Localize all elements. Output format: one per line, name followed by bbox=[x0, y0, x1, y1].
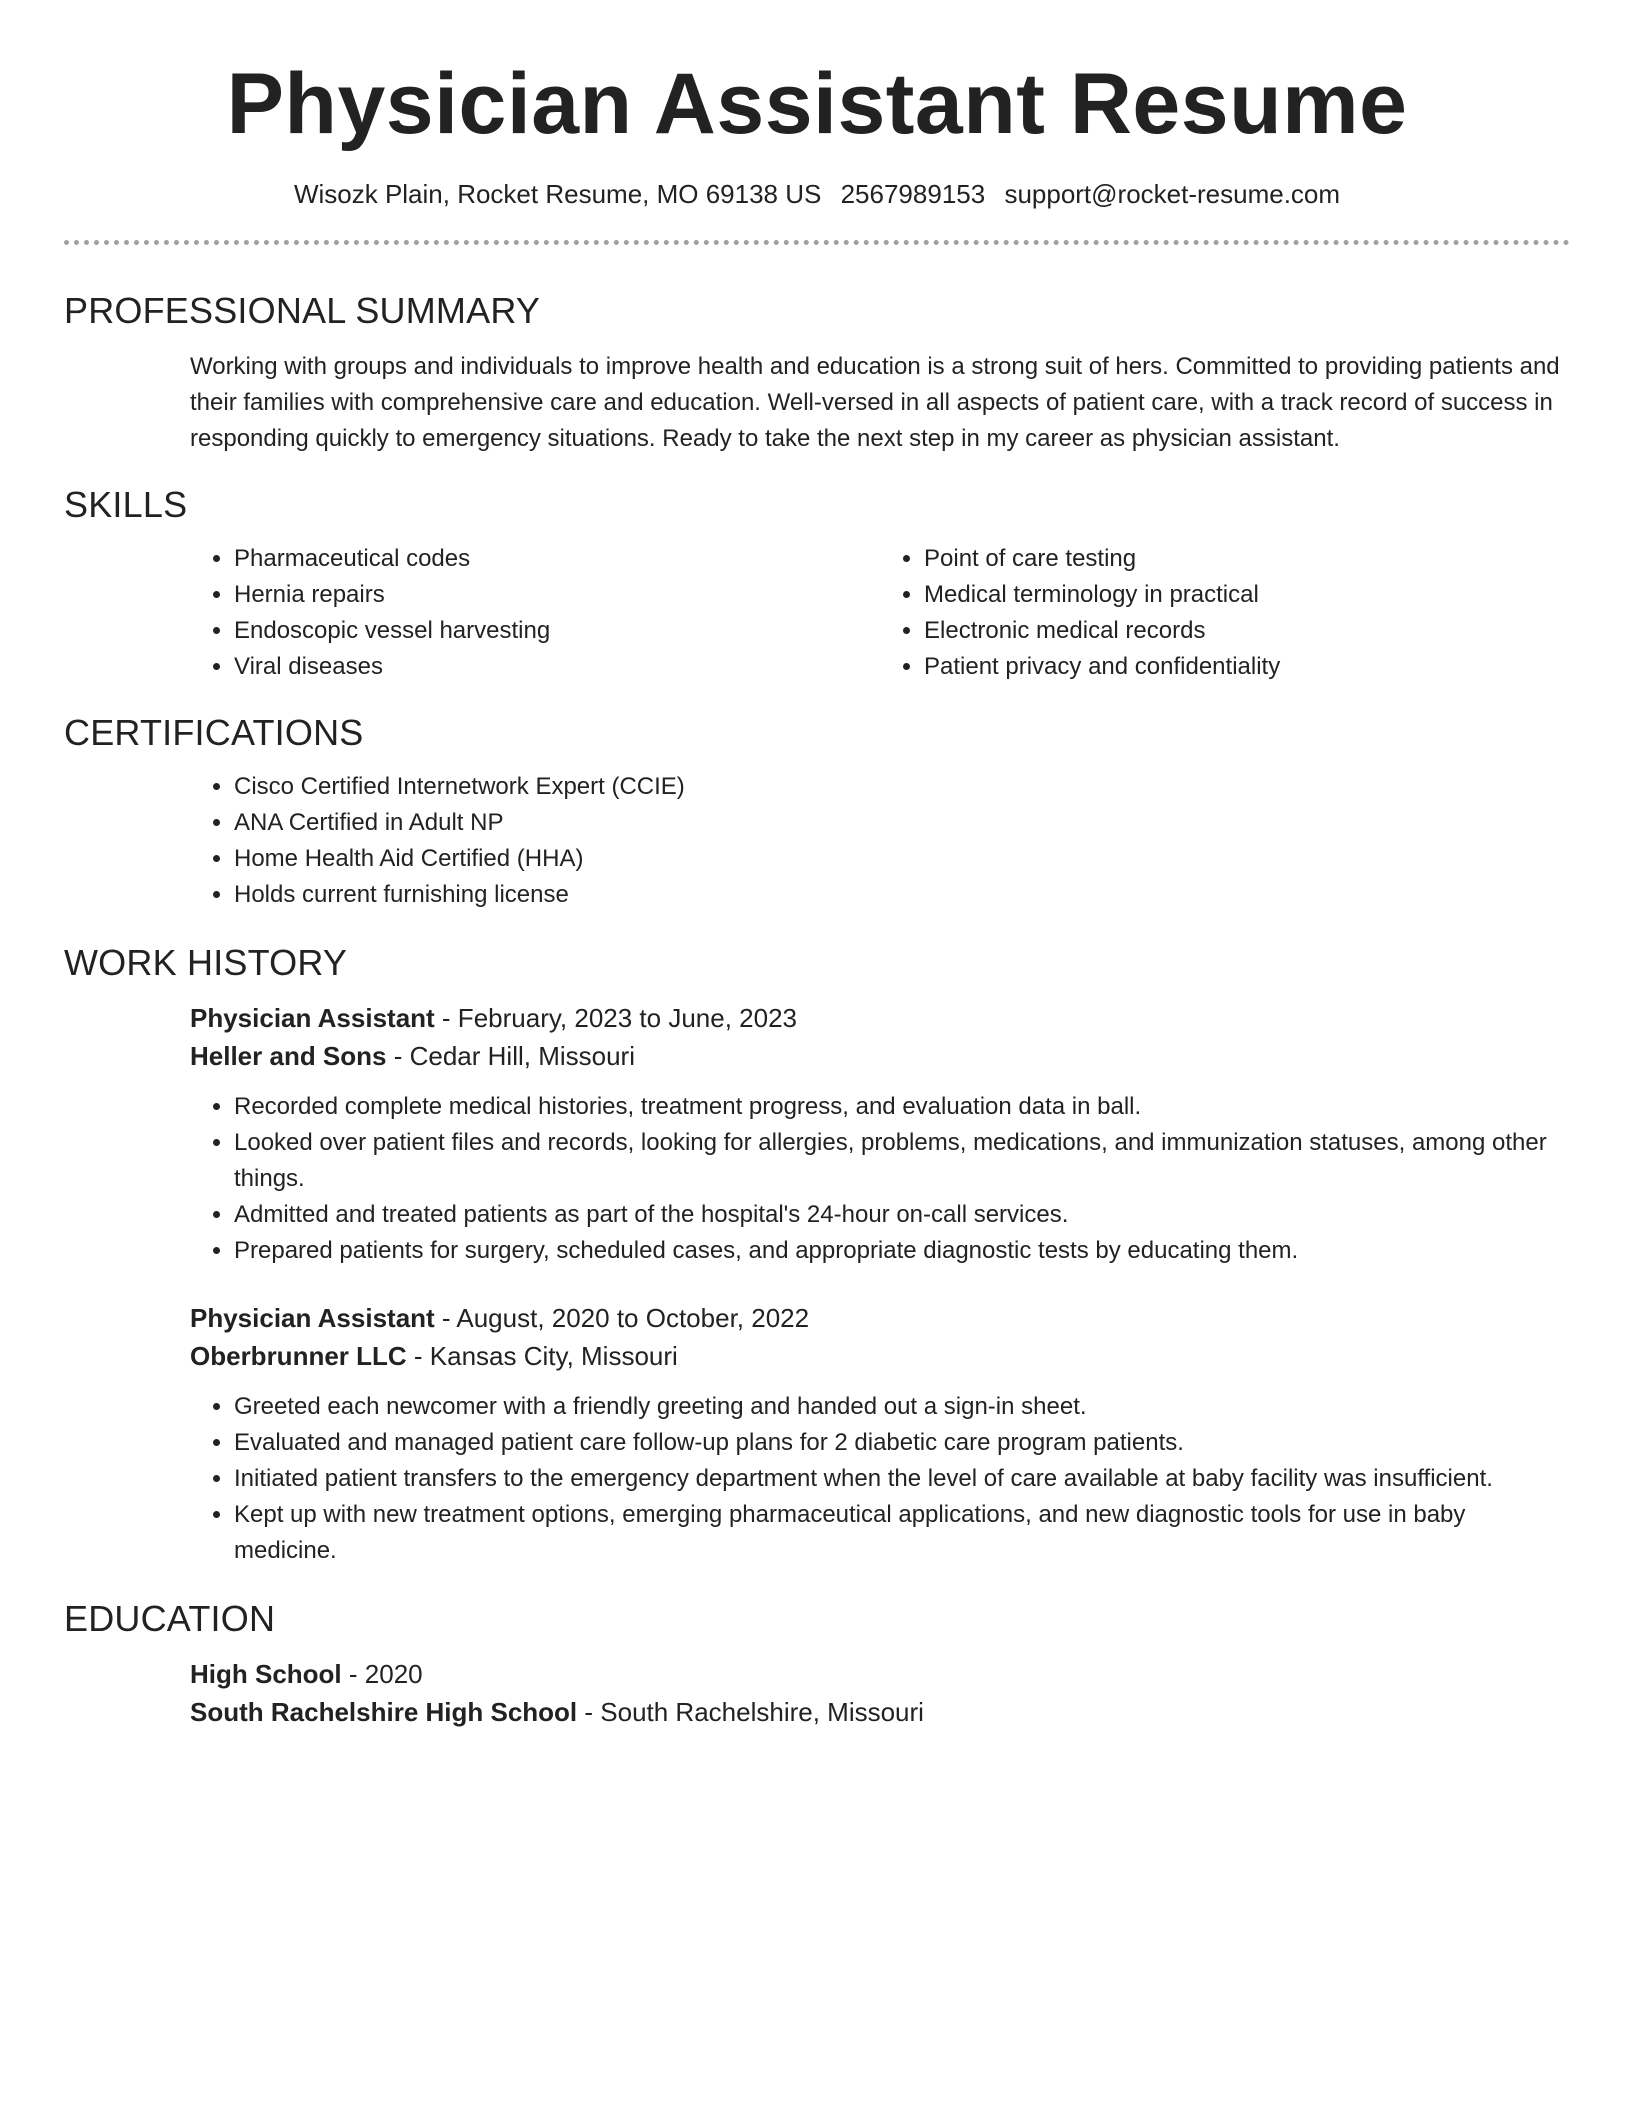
contact-line bbox=[64, 178, 1570, 210]
job-company-line bbox=[190, 1037, 1570, 1075]
job-dates: - February, 2023 to June, 2023 bbox=[434, 1003, 798, 1033]
contact-address: Wisozk Plain, Rocket Resume, MO 69138 US bbox=[293, 179, 822, 209]
job-duty: • Evaluated and managed patient care follow-up plans for 2 diabetic care program patients. bbox=[234, 1425, 1570, 1461]
contact-phone: 2567989153 bbox=[840, 179, 986, 209]
header-divider bbox=[64, 240, 1570, 245]
job-duty: • Greeted each newcomer with a friendly greeting and handed out a sign-in sheet. bbox=[234, 1389, 1570, 1425]
job-location: - Kansas City, Missouri bbox=[406, 1341, 678, 1371]
job-duty: • Initiated patient transfers to the emergency department when the level of care available at baby facility was insufficient. bbox=[234, 1461, 1570, 1497]
education-year: - 2020 bbox=[341, 1659, 423, 1689]
job-duty: • Kept up with new treatment options, emerging pharmaceutical applications, and new diagnostic tools for use in baby medicine. bbox=[234, 1497, 1570, 1569]
certification-item: • ANA Certified in Adult NP bbox=[234, 805, 1570, 841]
job-dates: - August, 2020 to October, 2022 bbox=[434, 1303, 810, 1333]
skill-item: • Medical terminology in practical bbox=[924, 577, 1570, 613]
job-duty: • Prepared patients for surgery, scheduled cases, and appropriate diagnostic tests by educating them. bbox=[234, 1233, 1570, 1269]
job-title-line bbox=[190, 1299, 1570, 1337]
skill-item: • Electronic medical records bbox=[924, 613, 1570, 649]
skills-column-left bbox=[190, 541, 880, 685]
skill-item: • Viral diseases bbox=[234, 649, 880, 685]
education-entry bbox=[190, 1655, 1570, 1731]
skills-column-right bbox=[880, 541, 1570, 685]
certification-item: • Cisco Certified Internetwork Expert (CCIE) bbox=[234, 769, 1570, 805]
skills-heading: SKILLS bbox=[64, 484, 188, 525]
skills-list bbox=[190, 541, 1570, 685]
skill-item: • Hernia repairs bbox=[234, 577, 880, 613]
skill-item: • Point of care testing bbox=[924, 541, 1570, 577]
contact-email: support@rocket-resume.com bbox=[1004, 179, 1341, 209]
job-company: Heller and Sons bbox=[190, 1041, 387, 1071]
job-location: - Cedar Hill, Missouri bbox=[386, 1041, 635, 1071]
job-company-line bbox=[190, 1337, 1570, 1375]
resume-page bbox=[64, 0, 1570, 1731]
job-duty: • Admitted and treated patients as part of the hospital's 24-hour on-call services. bbox=[234, 1197, 1570, 1233]
education-heading: EDUCATION bbox=[64, 1598, 276, 1639]
job-title: Physician Assistant bbox=[190, 1303, 435, 1333]
education-location: - South Rachelshire, Missouri bbox=[577, 1697, 924, 1727]
certifications-list bbox=[190, 769, 1570, 913]
job-entry bbox=[190, 1299, 1570, 1569]
certification-item: • Home Health Aid Certified (HHA) bbox=[234, 841, 1570, 877]
skill-item: • Patient privacy and confidentiality bbox=[924, 649, 1570, 685]
job-title: Physician Assistant bbox=[190, 1003, 435, 1033]
summary-heading: PROFESSIONAL SUMMARY bbox=[64, 290, 541, 331]
certification-item: • Holds current furnishing license bbox=[234, 877, 1570, 913]
job-entry bbox=[190, 999, 1570, 1269]
resume-title: Physician Assistant Resume bbox=[226, 56, 1408, 152]
job-title-line bbox=[190, 999, 1570, 1037]
job-company: Oberbrunner LLC bbox=[190, 1341, 407, 1371]
education-degree-line bbox=[190, 1655, 1570, 1693]
education-school: South Rachelshire High School bbox=[190, 1697, 578, 1727]
skill-item: • Pharmaceutical codes bbox=[234, 541, 880, 577]
job-duties bbox=[190, 1089, 1570, 1269]
certifications-heading: CERTIFICATIONS bbox=[64, 712, 364, 753]
summary-text: Working with groups and individuals to improve health and education is a strong suit of hers. Committed to providing patients and their families with comprehensive care and education. Well-versed in all aspects of patient care, with a track record of success in responding quickly to emergency situations. Ready to take the next step in my career as physician assistant. bbox=[190, 353, 1560, 452]
education-degree: High School bbox=[190, 1659, 342, 1689]
job-duties bbox=[190, 1389, 1570, 1569]
job-duty: • Recorded complete medical histories, treatment progress, and evaluation data in ball. bbox=[234, 1089, 1570, 1125]
education-school-line bbox=[190, 1693, 1570, 1731]
job-duty: • Looked over patient files and records, looking for allergies, problems, medications, and immunization statuses, among other things. bbox=[234, 1125, 1570, 1197]
skill-item: • Endoscopic vessel harvesting bbox=[234, 613, 880, 649]
work-history-heading: WORK HISTORY bbox=[64, 942, 348, 983]
